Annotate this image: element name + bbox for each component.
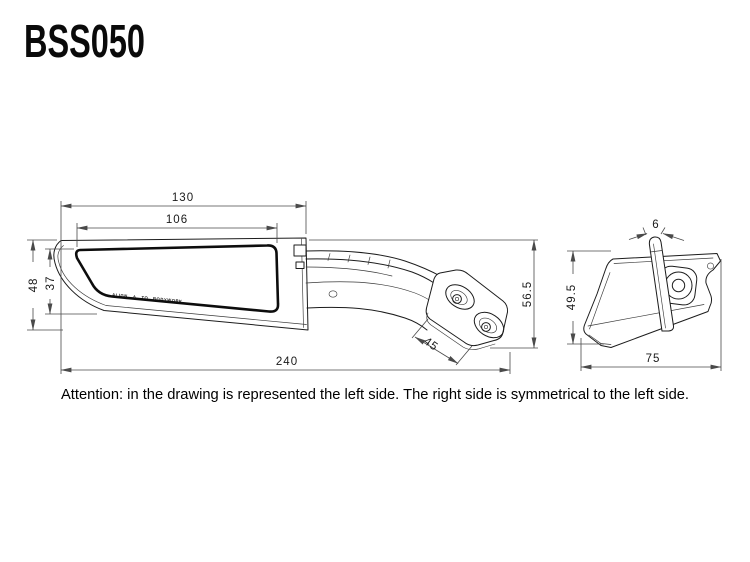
front-view xyxy=(54,238,509,350)
side-view xyxy=(584,237,721,348)
part-code-title: BSS050 xyxy=(24,15,145,67)
dim-overall-length xyxy=(61,352,510,374)
mount-tab-upper xyxy=(294,245,306,256)
svg-text:75: 75 xyxy=(645,353,661,365)
svg-text:130: 130 xyxy=(171,192,195,204)
bracket-outline xyxy=(584,254,721,348)
svg-text:240: 240 xyxy=(275,356,299,368)
svg-text:6: 6 xyxy=(652,219,660,231)
mount-tab-lower xyxy=(296,262,304,269)
mirror-arm xyxy=(306,251,442,330)
svg-text:106: 106 xyxy=(165,214,189,226)
mount-base xyxy=(426,270,508,350)
svg-text:45: 45 xyxy=(421,335,441,354)
svg-text:49.5: 49.5 xyxy=(566,283,578,311)
svg-text:56.5: 56.5 xyxy=(522,280,534,308)
arm-screw-hole xyxy=(329,291,337,297)
svg-text:48: 48 xyxy=(28,277,40,293)
glass-marking-text: ALIGN ⚠ TO BODYWORK xyxy=(111,292,183,304)
mount-base-outline xyxy=(426,270,507,346)
attention-note: Attention: in the drawing is represented the left side. The right side is symmetrical to the left side. xyxy=(61,386,689,403)
svg-text:37: 37 xyxy=(45,275,57,291)
